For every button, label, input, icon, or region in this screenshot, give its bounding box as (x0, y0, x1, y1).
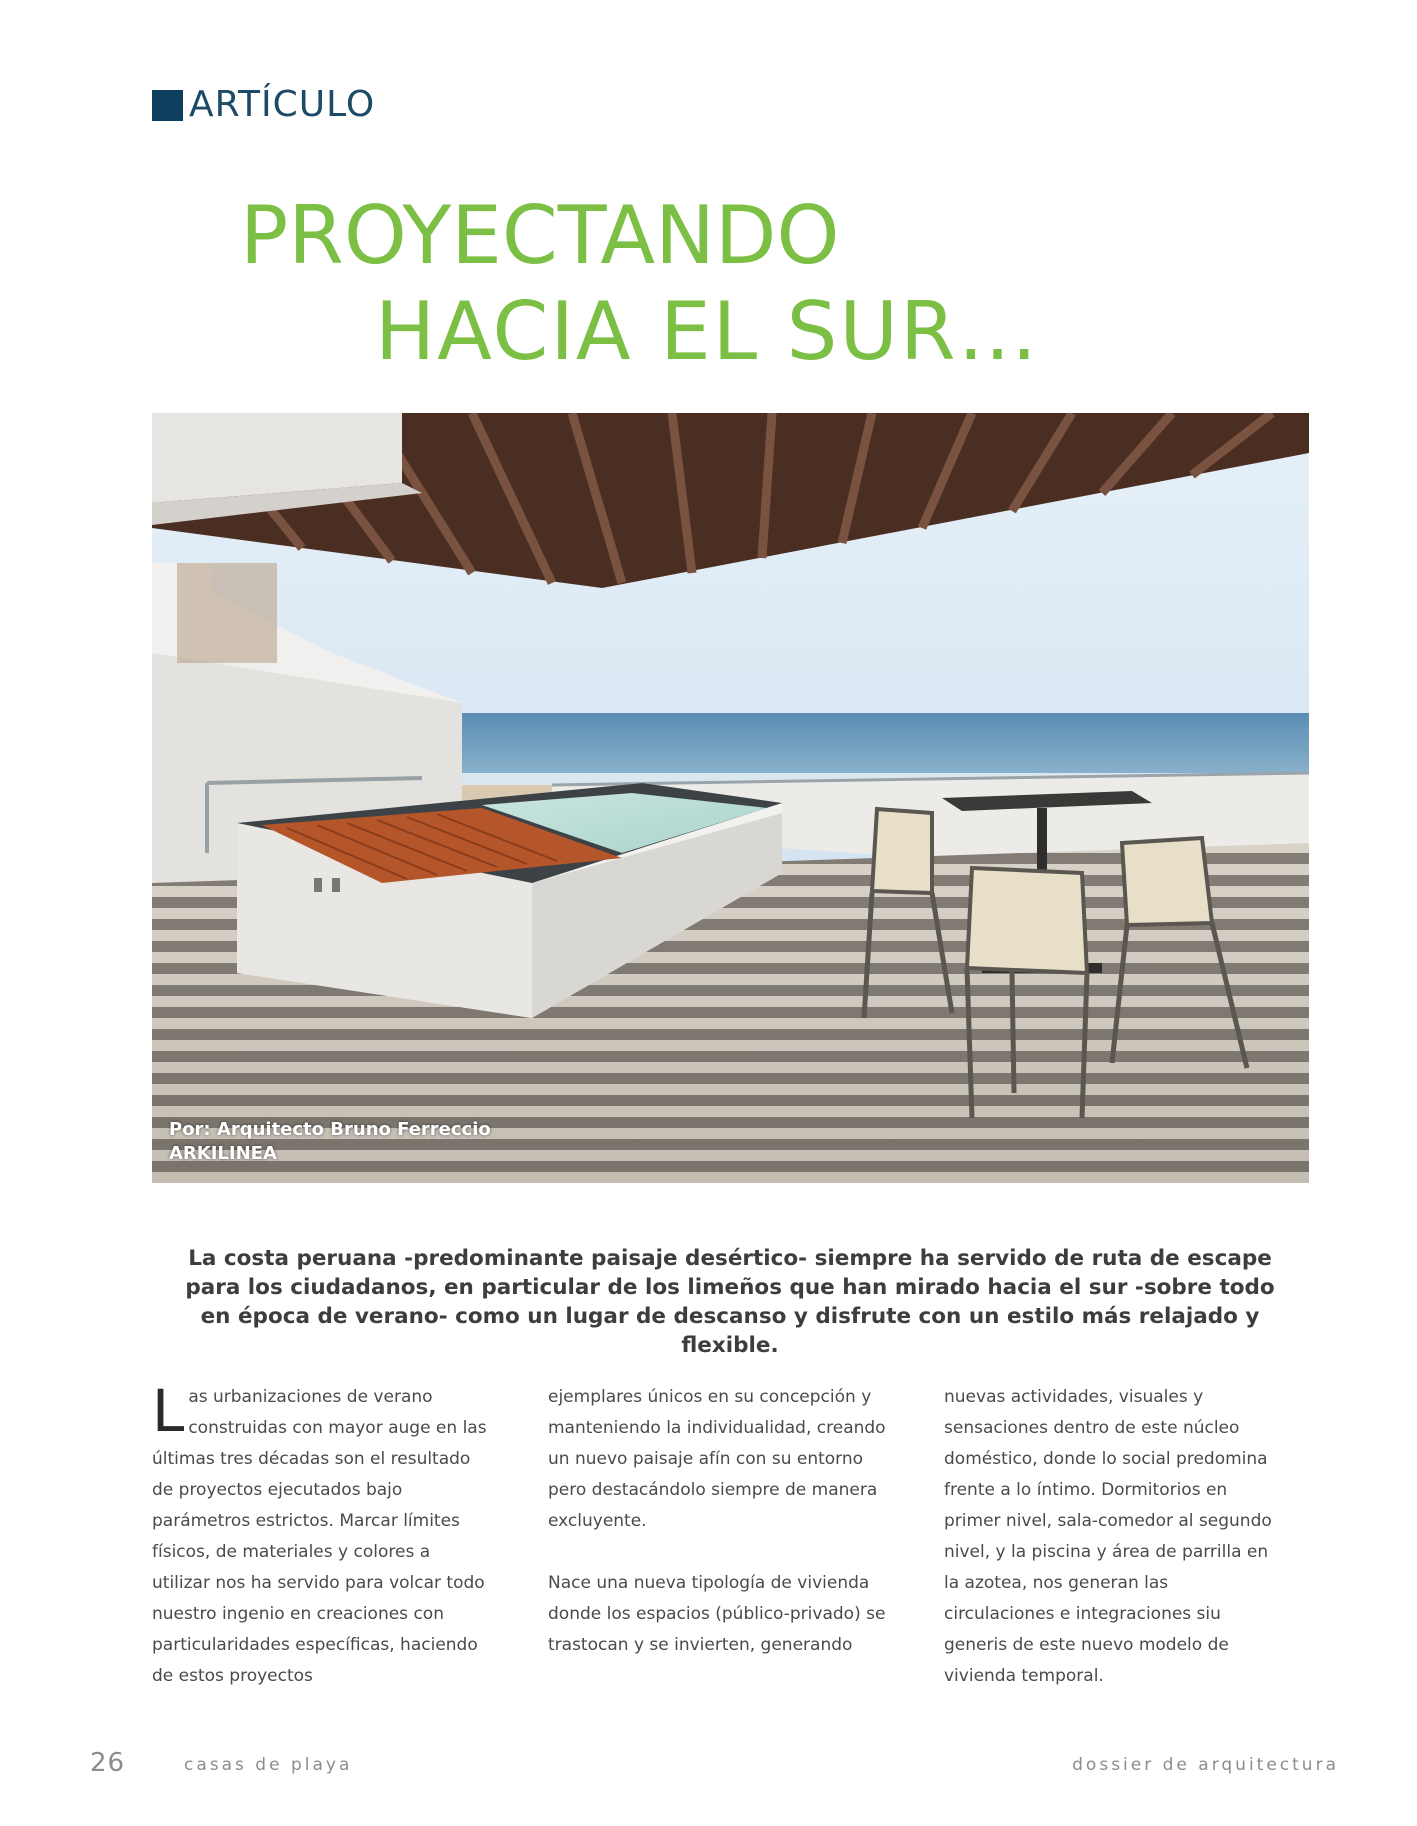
credit-author: Por: Arquitecto Bruno Ferreccio (169, 1119, 491, 1140)
page-number: 26 (90, 1748, 126, 1778)
drop-cap: L (152, 1377, 185, 1445)
body-column-1 (152, 1377, 492, 1692)
body-paragraph (152, 1377, 492, 1692)
body-paragraph: Nace una nueva tipología de vivienda donde los espacios (público-privado) se trastocan y se invierten, generando (548, 1573, 886, 1655)
body-paragraph: nuevas actividades, visuales y sensaciones dentro de este núcleo doméstico, donde lo social predomina frente a lo íntimo. Dormitorios en primer nivel, sala-comedor al segundo nivel, y la piscina y área de parrilla en la azotea, nos generan las circulaciones e integraciones siu generis de este nuevo modelo de vivienda temporal. (944, 1387, 1272, 1686)
section-label: ARTÍCULO (189, 84, 376, 125)
section-square-icon (152, 90, 183, 121)
section-footer: dossier de arquitectura (1072, 1755, 1339, 1775)
body-text-col1: as urbanizaciones de verano construidas con mayor auge en las últimas tres décadas son el resultado de proyectos ejecutados bajo parámetros estrictos. Marcar límites físicos, de materiales y colores a utilizar nos ha servido para volcar todo nuestro ingenio en creaciones con particularidades específicas, haciendo de estos proyectos (152, 1387, 487, 1686)
lead-paragraph: La costa peruana -predominante paisaje desértico- siempre ha servido de ruta de escape para los ciudadanos, en particular de los limeños que han mirado hacia el sur -sobre todo en época de verano- como un lugar de descanso y disfrute con un estilo más relajado y flexible. (185, 1245, 1275, 1358)
title-line-1: PROYECTANDO (240, 189, 840, 282)
body-column-3 (944, 1382, 1284, 1692)
body-paragraph: ejemplares únicos en su concepción y manteniendo la individualidad, creando un nuevo paisaje afín con su entorno pero destacándolo siempre de manera excluyente. (548, 1387, 886, 1531)
section-tag (152, 84, 376, 125)
photo-credit (169, 1118, 491, 1166)
credit-studio: ARKILINEA (169, 1143, 277, 1164)
terrace-illustration (152, 413, 1309, 1183)
title-line-2: HACIA EL SUR… (375, 285, 1040, 378)
body-column-2 (548, 1382, 888, 1661)
hero-photo (152, 413, 1309, 1183)
magazine-name: casas de playa (184, 1755, 353, 1775)
